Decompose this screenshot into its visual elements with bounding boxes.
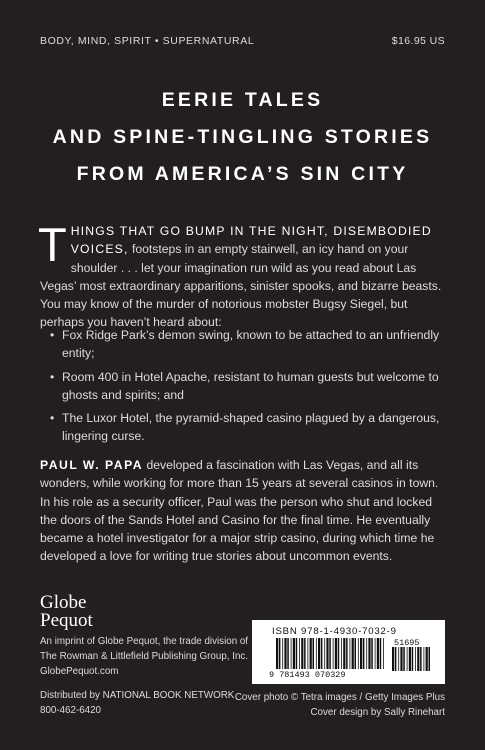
barcode-bar xyxy=(343,638,345,669)
logo-line-1: Globe xyxy=(40,592,87,613)
barcode-bar xyxy=(318,638,320,669)
barcode-bar xyxy=(282,638,283,669)
barcode-bar xyxy=(291,638,292,669)
list-item: • Room 400 in Hotel Apache, resistant to human guests but welcome to ghosts and spirits; and xyxy=(50,368,445,405)
list-item: • The Luxor Hotel, the pyramid-shaped casino plagued by a dangerous, lingering curse. xyxy=(50,409,445,446)
isbn-label: ISBN 978-1-4930-7032-9 xyxy=(272,626,397,637)
barcode-bar xyxy=(338,638,340,669)
author-bio xyxy=(40,456,445,566)
barcode-bar xyxy=(360,638,362,669)
barcode-bar xyxy=(329,638,331,669)
barcode-bar xyxy=(368,638,370,669)
photo-credit: Cover photo © Tetra images / Getty Images Plus xyxy=(234,692,445,703)
distributor-phone: 800-462-6420 xyxy=(40,705,102,716)
barcode-bar xyxy=(383,638,384,669)
barcode-bar xyxy=(407,647,408,671)
barcode-bar xyxy=(363,638,365,669)
barcode-box xyxy=(252,620,445,684)
author-bio-text: developed a fascination with Las Vegas, and all its wonders, while working for more than 15 years at several casinos in town. In his role as a security officer, Paul was the person who shut and locked the doors of the Sands Hotel and Casino for the final time. He eventually became a hotel investigator for a major strip casino, during which time he developed a love for writing true stories about uncommon events. xyxy=(40,458,439,564)
barcode-bar xyxy=(420,647,422,671)
barcode-bar xyxy=(366,638,367,669)
barcode-bar xyxy=(299,638,300,669)
price-code: 51695 xyxy=(394,638,420,648)
imprint-website: GlobePequot.com xyxy=(40,666,119,677)
barcode-bar xyxy=(335,638,337,669)
barcode-bar xyxy=(293,638,295,669)
barcode-bar xyxy=(296,638,298,669)
barcode-bar xyxy=(341,638,342,669)
cover-credits xyxy=(225,690,445,720)
barcode-bar xyxy=(398,647,399,671)
barcode-bar xyxy=(377,638,379,669)
barcode-bar xyxy=(287,638,289,669)
list-item: • Fox Ridge Park’s demon swing, known to be attached to an unfriendly entity; xyxy=(50,326,445,363)
headline xyxy=(0,82,485,193)
barcode-bar xyxy=(380,638,382,669)
barcode-bar xyxy=(415,647,416,671)
barcode-bar xyxy=(392,647,394,671)
barcode-bar xyxy=(395,647,397,671)
intro-lead-caps: HINGS THAT GO BUMP IN THE NIGHT, DISEMBODIED VOICES, xyxy=(70,224,432,257)
barcode-bar xyxy=(326,638,328,669)
barcode-icon xyxy=(266,638,431,678)
barcode-bar xyxy=(375,638,376,669)
barcode-bar xyxy=(412,647,414,671)
design-credit: Cover design by Sally Rinehart xyxy=(310,707,445,718)
author-name: PAUL W. PAPA xyxy=(40,458,144,472)
barcode-bar xyxy=(352,638,354,669)
headline-line-3: FROM AMERICA’S SIN CITY xyxy=(76,163,409,185)
barcode-bar xyxy=(313,638,315,669)
logo-line-2: Pequot xyxy=(40,610,93,631)
barcode-bar xyxy=(346,638,348,669)
barcode-bar xyxy=(304,638,306,669)
barcode-bar xyxy=(333,638,334,669)
barcode-bar xyxy=(321,638,323,669)
barcode-bar xyxy=(429,647,431,671)
barcode-bar xyxy=(355,638,357,669)
barcode-bar xyxy=(279,638,281,669)
ean-digits: 9 781493 070329 xyxy=(269,670,346,678)
barcode-bar xyxy=(424,647,425,671)
distributor-line: Distributed by NATIONAL BOOK NETWORK xyxy=(40,690,235,701)
highlights-list xyxy=(50,326,445,451)
barcode-bar xyxy=(358,638,359,669)
publisher-logo xyxy=(40,594,93,630)
barcode-bar xyxy=(371,638,373,669)
barcode-bar xyxy=(350,638,351,669)
barcode-bar xyxy=(276,638,278,669)
barcode-bar xyxy=(316,638,317,669)
imprint-line: The Rowman & Littlefield Publishing Group, Inc. xyxy=(40,651,249,662)
barcode-bar xyxy=(409,647,411,671)
imprint-line: An imprint of Globe Pequot, the trade division of xyxy=(40,636,249,647)
barcode-bar xyxy=(301,638,303,669)
intro-paragraph xyxy=(38,218,445,332)
category-label: BODY, MIND, SPIRIT • SUPERNATURAL xyxy=(40,35,255,47)
barcode-bar xyxy=(403,647,405,671)
imprint-info xyxy=(40,634,260,679)
price-label: $16.95 US xyxy=(391,35,445,47)
barcode-bar xyxy=(308,638,309,669)
barcode-bar xyxy=(400,647,402,671)
headline-line-1: EERIE TALES xyxy=(161,89,324,111)
intro-text: footsteps in an empty stairwell, an icy hand on your shoulder . . . let your imagination run wild as you read about Las Vegas’ most extraordinary apparitions, sinister spooks, and bizarre beasts. You may know of the murder of notorious mobster Bugsy Siegel, but perhaps you haven’t heard about: xyxy=(40,242,442,330)
headline-line-2: AND SPINE-TINGLING STORIES xyxy=(52,126,433,148)
barcode-bar xyxy=(310,638,312,669)
barcode-bar xyxy=(324,638,325,669)
barcode-bar xyxy=(417,647,419,671)
drop-cap: T xyxy=(38,218,67,271)
barcode-bar xyxy=(284,638,286,669)
barcode-bar xyxy=(426,647,428,671)
